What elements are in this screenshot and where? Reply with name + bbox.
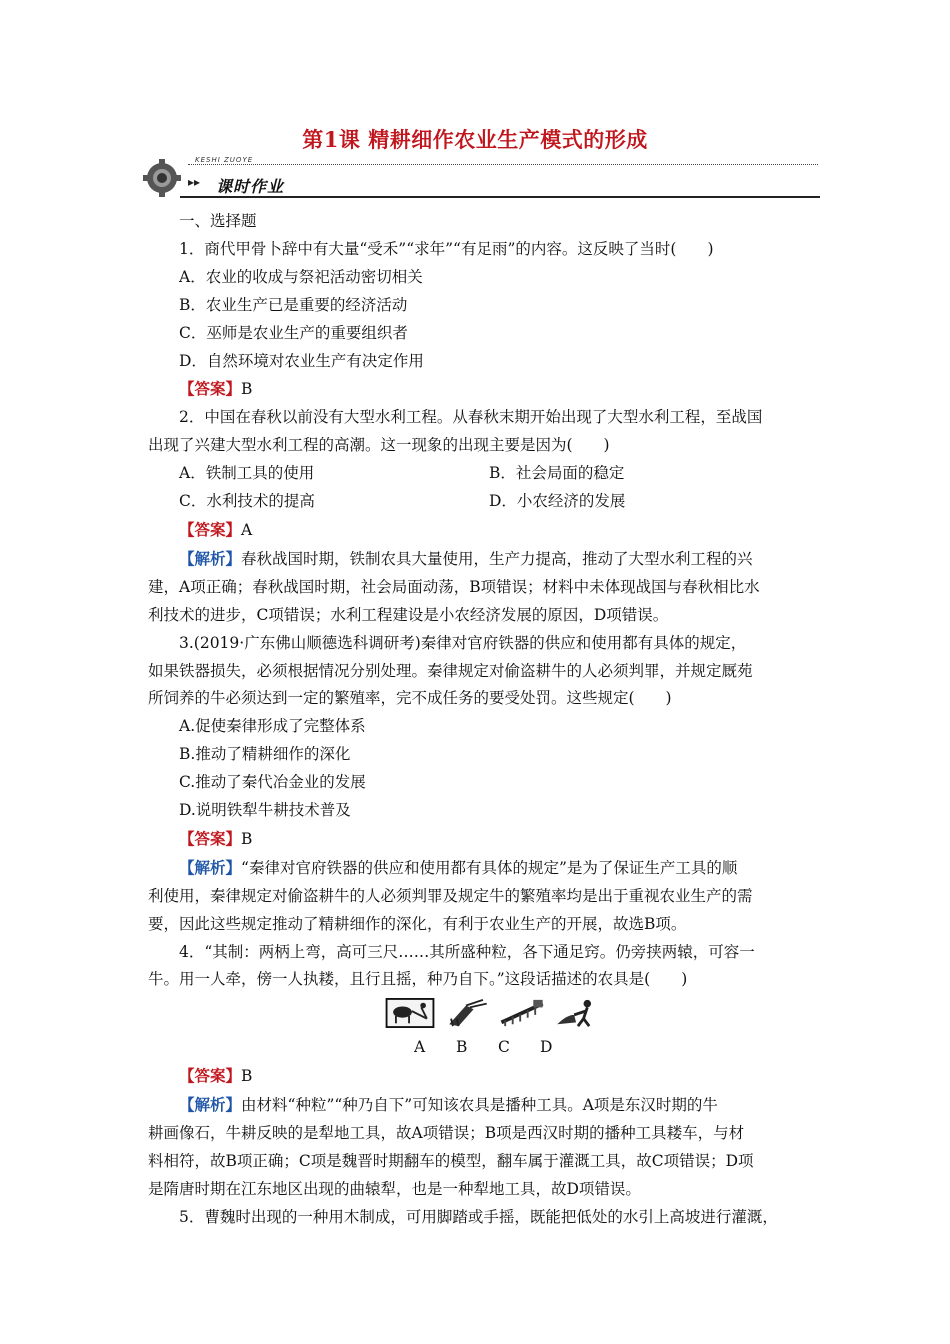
- q1-option-c: C．巫师是农业生产的重要组织者: [179, 323, 408, 342]
- gear-icon: [140, 158, 184, 198]
- q4-letter-a: A: [414, 1038, 426, 1057]
- q2-option-b: B．社会局面的稳定: [489, 464, 625, 483]
- q2-stem-line1: 2．中国在春秋以前没有大型水利工程。从春秋末期开始出现了大型水利工程，至战国: [179, 408, 763, 427]
- answer-value: B: [241, 380, 253, 399]
- q4-image-letters: [148, 1034, 822, 1062]
- answer-tag: 【答案】: [179, 519, 242, 539]
- q3-analysis-line1: [148, 854, 822, 883]
- q2-analysis-line1: [148, 545, 822, 574]
- answer-tag: 【答案】: [179, 379, 242, 399]
- arrows-icon: ▸▸: [188, 175, 201, 189]
- q4-images: [148, 994, 822, 1034]
- q4-letter-c: C: [498, 1038, 510, 1057]
- exercise-content: [148, 208, 822, 1232]
- q2-options-row2: [148, 488, 822, 516]
- banner-label: 课时作业: [216, 177, 285, 196]
- q4-analysis-line4: 是隋唐时期在江东地区出现的曲辕犁，也是一种犁地工具，故D项错误。: [148, 1179, 641, 1198]
- water-wheel-model-image: [498, 998, 548, 1028]
- seed-drill-image: [444, 998, 490, 1028]
- q2-option-c: C．水利技术的提高: [179, 492, 315, 511]
- q4-stem-line1: 4．“其制：两柄上弯，高可三尺……其所盛种粒，各下通足窍。仍旁挟两辕，可容一: [179, 942, 755, 961]
- analysis-text: “秦律对官府铁器的供应和使用都有具体的规定”是为了保证生产工具的顺: [241, 858, 738, 877]
- q2-stem-line2: 出现了兴建大型水利工程的高潮。这一现象的出现主要是因为( ): [148, 436, 610, 455]
- q3-option-c: C.推动了秦代冶金业的发展: [179, 773, 366, 792]
- answer-value: B: [241, 829, 253, 848]
- q2-answer: [148, 516, 822, 545]
- answer-tag: 【答案】: [179, 828, 242, 848]
- q4-analysis-line3: 料相符，故B项正确；C项是魏晋时期翻车的模型，翻车属于灌溉工具，故C项错误；D项: [148, 1152, 754, 1170]
- q4-analysis-line2: 耕画像石，牛耕反映的是犁地工具，故A项错误；B项是西汉时期的播种工具耧车，与材: [148, 1124, 745, 1143]
- analysis-tag: 【解析】: [179, 548, 242, 568]
- banner-subtitle: KESHI ZUOYE: [195, 156, 254, 164]
- analysis-tag: 【解析】: [179, 1095, 242, 1115]
- analysis-text: 春秋战国时期，铁制农具大量使用，生产力提高，推动了大型水利工程的兴: [241, 549, 753, 568]
- q1-option-b: B．农业生产已是重要的经济活动: [179, 295, 408, 314]
- analysis-tag: 【解析】: [179, 857, 242, 877]
- q3-answer: [148, 825, 822, 854]
- banner-rule: [180, 196, 820, 198]
- q2-option-d: D．小农经济的发展: [489, 492, 626, 511]
- analysis-text: 由材料“种粒”“种乃自下”可知该农具是播种工具。A项是东汉时期的牛: [241, 1096, 718, 1115]
- q3-analysis-line3: 要，因此这些规定推动了精耕细作的深化，有利于农业生产的开展，故选B项。: [148, 914, 687, 933]
- answer-tag: 【答案】: [179, 1066, 242, 1086]
- q3-stem-line2: 如果铁器损失，必须根据情况分别处理。秦律规定对偷盗耕牛的人必须判罪，并规定厩苑: [148, 661, 753, 680]
- curved-plough-image: [554, 998, 600, 1028]
- q4-stem-line2: 牛。用一人牵，傍一人执耧，且行且摇，种乃自下。”这段话描述的农具是( ): [148, 970, 688, 989]
- q3-option-b: B.推动了精耕细作的深化: [179, 745, 351, 764]
- q3-analysis-line2: 利使用，秦律规定对偷盗耕牛的人必须判罪及规定牛的繁殖率均是出于重视农业生产的需: [148, 886, 753, 905]
- q2-options-row1: [148, 460, 822, 488]
- q2-analysis-line3: 利技术的进步，C项错误；水利工程建设是小农经济发展的原因，D项错误。: [148, 605, 669, 624]
- q1-stem: 1．商代甲骨卜辞中有大量“受禾”“求年”“有足雨”的内容。这反映了当时( ): [179, 239, 714, 258]
- q1-option-d: D．自然环境对农业生产有决定作用: [179, 351, 424, 370]
- answer-value: A: [241, 520, 253, 539]
- q1-answer: [148, 375, 822, 404]
- q2-option-a: A．铁制工具的使用: [179, 464, 315, 483]
- section-heading: 一、选择题: [179, 212, 257, 230]
- banner-dotted-line: [188, 164, 818, 165]
- q4-analysis-line1: [148, 1091, 822, 1120]
- q1-option-a: A．农业的收成与祭祀活动密切相关: [179, 267, 423, 286]
- answer-value: B: [241, 1067, 253, 1086]
- q3-option-d: D.说明铁犁牛耕技术普及: [179, 801, 351, 820]
- q2-analysis-line2: 建，A项正确；春秋战国时期，社会局面动荡，B项错误；材料中未体现战国与春秋相比水: [148, 577, 760, 596]
- q5-stem-line1: 5．曹魏时出现的一种用木制成，可用脚踏或手摇，既能把低处的水引上高坡进行灌溉，: [179, 1207, 778, 1226]
- q4-letter-d: D: [540, 1038, 553, 1057]
- page-title: 第1课 精耕细作农业生产模式的形成: [302, 127, 648, 152]
- ox-plough-stone-image: [384, 998, 436, 1028]
- q3-stem-line3: 所饲养的牛必须达到一定的繁殖率，完不成任务的要受处罚。这些规定( ): [148, 689, 672, 708]
- q4-answer: [148, 1062, 822, 1091]
- q3-option-a: A.促使秦律形成了完整体系: [179, 717, 366, 736]
- q4-letter-b: B: [456, 1038, 468, 1057]
- q3-stem-line1: 3.(2019·广东佛山顺德选科调研考)秦律对官府铁器的供应和使用都有具体的规定，: [179, 633, 747, 652]
- section-banner: [140, 152, 820, 202]
